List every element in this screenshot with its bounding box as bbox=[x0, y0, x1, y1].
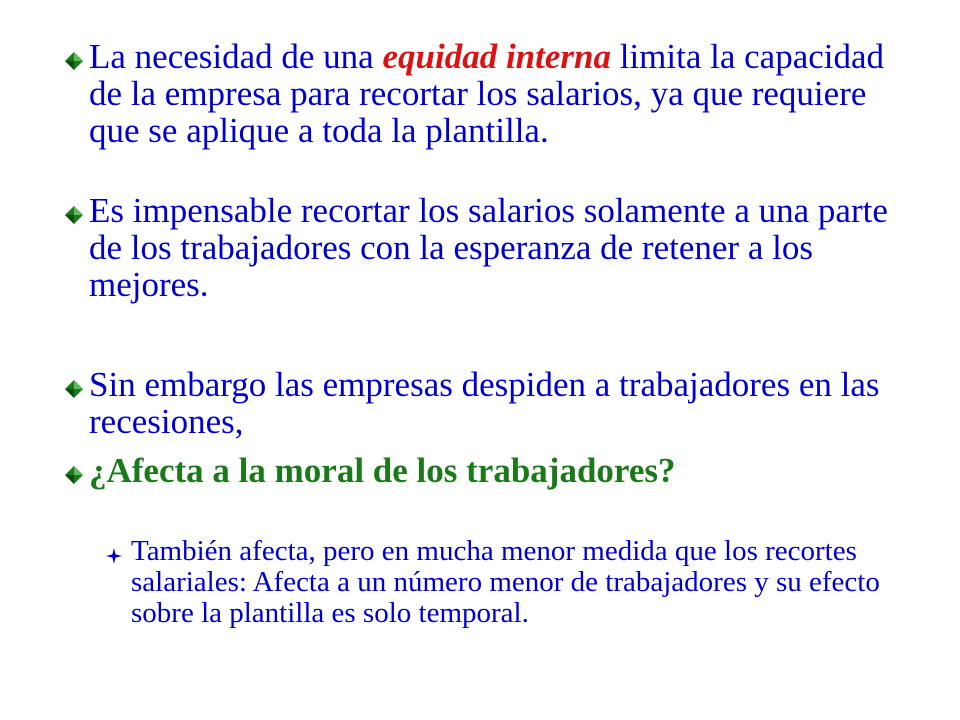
bullet-item-equidad-interna bbox=[64, 38, 924, 149]
bullet-text-question: ¿Afecta a la moral de los trabajadores? bbox=[89, 451, 676, 490]
diamond-bullet-icon bbox=[64, 205, 84, 225]
bullet-item-recortar-salarios bbox=[64, 192, 924, 303]
bullet-item-moral-question bbox=[64, 452, 924, 489]
emphasis-equidad-interna: equidad interna bbox=[382, 37, 611, 76]
bullet-text: Sin embargo las empresas despiden a trabajadores en las recesiones, bbox=[89, 365, 880, 441]
diamond-bullet-icon bbox=[64, 379, 84, 399]
diamond-bullet-icon bbox=[64, 465, 84, 485]
four-point-star-bullet-icon bbox=[106, 548, 122, 564]
sub-bullet-text: También afecta, pero en mucha menor medida que los recortes salariales: Afecta a un número menor de trabajadores y su efecto sobre la plantilla es solo temporal. bbox=[131, 535, 880, 629]
diamond-bullet-icon bbox=[64, 51, 84, 71]
sub-bullet-item bbox=[106, 536, 926, 629]
bullet-text-after: limita la capacidad de la empresa para recortar los salarios, ya que requiere que se aplique a toda la plantilla. bbox=[89, 37, 885, 150]
bullet-text: Es impensable recortar los salarios solamente a una parte de los trabajadores con la esperanza de retener a los mejores. bbox=[89, 191, 888, 304]
bullet-item-despiden bbox=[64, 366, 924, 440]
bullet-text-before: La necesidad de una bbox=[89, 37, 383, 76]
bullet-text bbox=[89, 38, 924, 149]
